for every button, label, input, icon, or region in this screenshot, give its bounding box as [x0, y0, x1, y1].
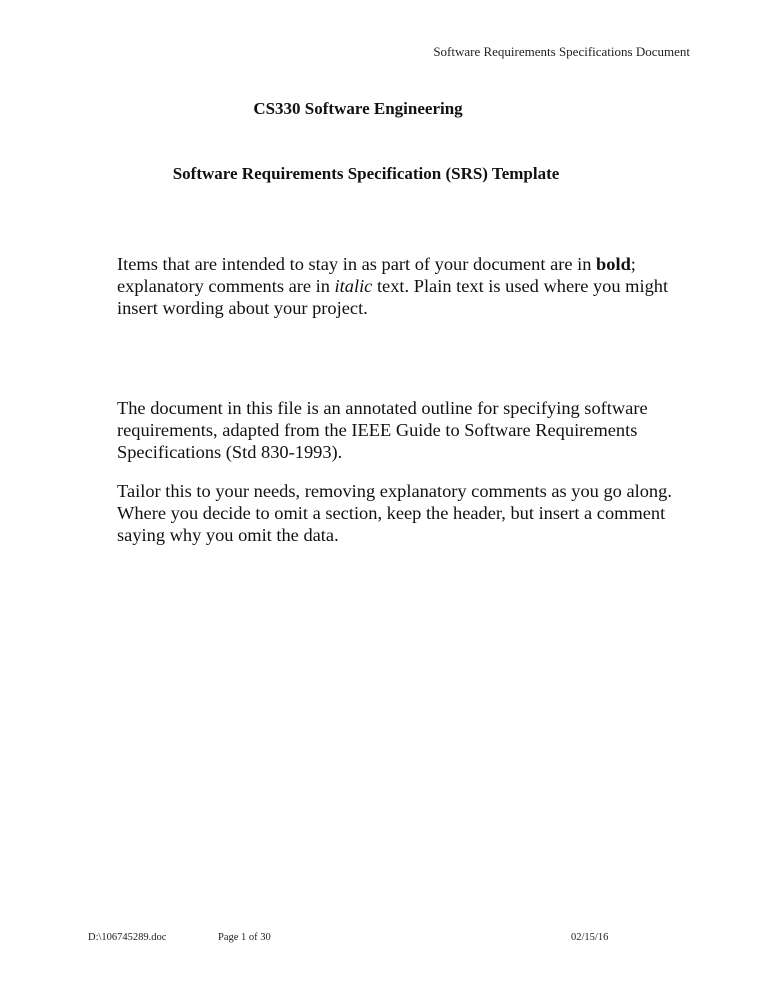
running-header: Software Requirements Specifications Document	[433, 44, 690, 59]
intro-text-1: Items that are intended to stay in as part of your document are in	[117, 254, 597, 274]
intro-text-3: text. Plain text is used where you might insert wording about your project.	[117, 276, 669, 318]
italic-example: italic	[334, 276, 373, 296]
tailor-paragraph	[117, 480, 697, 546]
outline-text: The document in this file is an annotated outline for specifying software requirements, adapted from the IEEE Guide to Software Requirements Specifications (Std 830-1993).	[117, 398, 648, 462]
outline-paragraph	[117, 397, 697, 463]
course-title: CS330 Software Engineering	[253, 99, 463, 118]
tailor-text: Tailor this to your needs, removing explanatory comments as you go along. Where you decide to omit a section, keep the header, but insert a comment saying why you omit the data.	[117, 481, 672, 545]
footer-page-indicator: Page 1 of 30	[218, 932, 271, 943]
footer-date: 02/15/16	[571, 932, 609, 943]
footer-file-path: D:\106745289.doc	[88, 932, 167, 943]
intro-paragraph	[117, 253, 697, 319]
document-title: Software Requirements Specification (SRS) Template	[172, 164, 560, 183]
intro-text-2: ; explanatory comments are in	[117, 254, 636, 296]
bold-example: bold	[596, 254, 631, 274]
